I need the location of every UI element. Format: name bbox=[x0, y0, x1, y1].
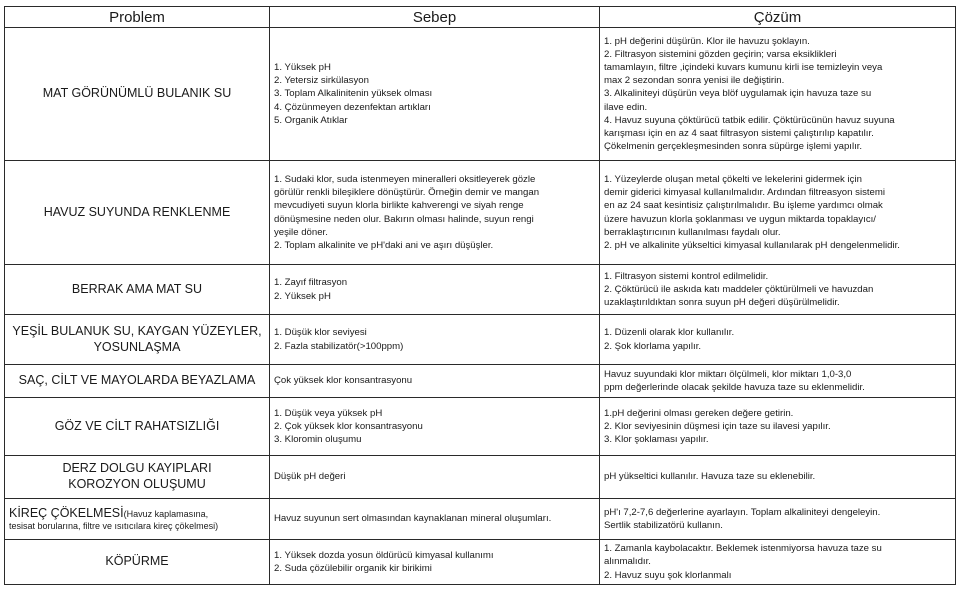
solution-line: demir giderici kimyasal kullanılmalıdır. Ardından filtreasyon sistemi bbox=[604, 187, 885, 199]
cause-line: mevcudiyeti suyun klorla birlikte kahverengi ve siyah renge bbox=[274, 200, 524, 212]
solution-line: karışması için en az 4 saat filtrasyon sistemi çalıştırılıp kapatılır. bbox=[604, 127, 874, 139]
solution-cell bbox=[600, 540, 956, 585]
problem-line: YOSUNLAŞMA bbox=[93, 339, 181, 354]
solution-line: berraklaştırıcının kullanılması faydalı olur. bbox=[604, 226, 781, 238]
cause-line: 2. Yüksek pH bbox=[274, 290, 331, 302]
cause-line: görülür renkli bileşiklere dönüştürür. Örneğin demir ve mangan bbox=[274, 187, 540, 199]
cause-cell bbox=[270, 499, 600, 540]
table-row bbox=[5, 456, 956, 499]
solution-line: üzere havuzun klorla şoklanması ve uygun miktarda topaklayıcı/ bbox=[604, 213, 876, 225]
cause-line: 2. Suda çözülebilir organik kir birikimi bbox=[274, 563, 432, 574]
cause-line: 1. Düşük klor seviyesi bbox=[274, 327, 367, 339]
table-row bbox=[5, 28, 956, 161]
problem-note-line: tesisat borularına, filtre ve ısıtıcılara kireç çökelmesi) bbox=[9, 521, 219, 532]
table-row bbox=[5, 540, 956, 585]
cause-line: 1. Düşük veya yüksek pH bbox=[274, 407, 383, 419]
cause-line: 5. Organik Atıklar bbox=[274, 114, 348, 126]
solution-line: 2. Şok klorlama yapılır. bbox=[604, 340, 702, 352]
problem-note: (Havuz kaplamasına, bbox=[123, 508, 209, 519]
cause-line: 2. Toplam alkalinite ve pH'daki ani ve aşırı düşüşler. bbox=[274, 239, 494, 251]
cause-line: 2. Yetersiz sirkülasyon bbox=[274, 75, 369, 87]
solution-cell bbox=[600, 315, 956, 365]
solution-line: 3. Alkaliniteyi düşürün veya blöf uygulamak için havuza taze su bbox=[604, 88, 872, 100]
solution-line: en az 24 saat kesintisiz çalıştırılmalıdır. Bu işleme yardımcı olmak bbox=[604, 200, 883, 212]
solution-line: 2. Filtrasyon sistemini gözden geçirin; varsa eksiklikleri bbox=[604, 49, 837, 60]
problem-cell: KÖPÜRME bbox=[5, 540, 270, 585]
solution-cell bbox=[600, 499, 956, 540]
solution-line: alınmalıdır. bbox=[604, 556, 651, 568]
cause-line: Havuz suyunun sert olmasından kaynaklanan mineral oluşumları. bbox=[274, 513, 552, 525]
solution-line: 1. Düzenli olarak klor kullanılır. bbox=[604, 327, 735, 339]
cause-cell bbox=[270, 365, 600, 398]
header-solution: Çözüm bbox=[600, 7, 956, 28]
cause-cell bbox=[270, 540, 600, 585]
cause-cell bbox=[270, 398, 600, 456]
cause-cell bbox=[270, 161, 600, 265]
solution-line: Çökelmenin gerçekleşmesinden sonra süpürge işlemi yapılır. bbox=[604, 140, 863, 152]
solution-line: 1. Zamanla kaybolacaktır. Beklemek istenmiyorsa havuza taze su bbox=[604, 543, 882, 555]
cause-cell bbox=[270, 315, 600, 365]
solution-line: 1. pH değerini düşürün. Klor ile havuzu şoklayın. bbox=[604, 35, 810, 47]
table-row bbox=[5, 161, 956, 265]
solution-cell bbox=[600, 365, 956, 398]
solution-line: 1. Yüzeylerde oluşan metal çökelti ve lekelerini gidermek için bbox=[604, 174, 862, 186]
cause-line: 2. Fazla stabilizatör(>100ppm) bbox=[274, 340, 404, 352]
table-row bbox=[5, 315, 956, 365]
cause-cell bbox=[270, 265, 600, 315]
solution-cell bbox=[600, 28, 956, 161]
solution-cell bbox=[600, 456, 956, 499]
header-problem: Problem bbox=[5, 7, 270, 28]
cause-line: 1. Zayıf filtrasyon bbox=[274, 277, 348, 289]
table-row bbox=[5, 398, 956, 456]
problem-cell: MAT GÖRÜNÜMLÜ BULANIK SU bbox=[5, 28, 270, 161]
cause-cell bbox=[270, 28, 600, 161]
problem-cell bbox=[5, 499, 270, 540]
cause-line: Çok yüksek klor konsantrasyonu bbox=[274, 375, 413, 387]
problem-cell bbox=[5, 456, 270, 499]
cause-line: 3. Toplam Alkalinitenin yüksek olması bbox=[274, 88, 433, 100]
cause-line: dönüşmesine neden olur. Bakırın olması halinde, suyun rengi bbox=[274, 213, 534, 225]
table-row bbox=[5, 265, 956, 315]
solution-line: max 2 sezondan sonra yenisi ile değiştirin. bbox=[604, 75, 785, 87]
solution-cell bbox=[600, 265, 956, 315]
solution-cell bbox=[600, 398, 956, 456]
cause-line: 4. Çözünmeyen dezenfektan artıkları bbox=[274, 101, 431, 113]
solution-cell bbox=[600, 161, 956, 265]
cause-line: 1. Yüksek dozda yosun öldürücü kimyasal kullanımı bbox=[274, 549, 494, 561]
cause-line: 1. Sudaki klor, suda istenmeyen mineralleri oksitleyerek gözle bbox=[274, 174, 536, 186]
table-row bbox=[5, 365, 956, 398]
cause-line: 1. Yüksek pH bbox=[274, 62, 331, 74]
solution-line: Havuz suyundaki klor miktarı ölçülmeli, klor miktarı 1,0-3,0 bbox=[604, 368, 852, 380]
pool-problems-table bbox=[4, 6, 956, 585]
solution-line: ppm değerlerinde olacak şekilde havuza taze su eklenmelidir. bbox=[604, 382, 865, 393]
header-row bbox=[5, 7, 956, 28]
solution-line: 3. Klor şoklaması yapılır. bbox=[604, 434, 709, 446]
solution-line: 2. Çöktürücü ile askıda katı maddeler çöktürülmeli ve havuzdan bbox=[604, 283, 874, 295]
solution-line: 2. Klor seviyesinin düşmesi için taze su ilavesi yapılır. bbox=[604, 420, 831, 432]
solution-line: Sertlik stabilizatörü kullanın. bbox=[604, 520, 723, 531]
solution-line: pH yükseltici kullanılır. Havuza taze su eklenebilir. bbox=[604, 471, 816, 483]
problem-cell: GÖZ VE CİLT RAHATSIZLIĞI bbox=[5, 398, 270, 456]
cause-line: 3. Kloromin oluşumu bbox=[274, 434, 362, 446]
table-row bbox=[5, 499, 956, 540]
cause-line: 2. Çok yüksek klor konsantrasyonu bbox=[274, 420, 423, 432]
problem-line: DERZ DOLGU KAYIPLARI bbox=[62, 461, 212, 476]
solution-line: ilave edin. bbox=[604, 101, 648, 113]
problem-cell: SAÇ, CİLT VE MAYOLARDA BEYAZLAMA bbox=[5, 365, 270, 398]
solution-line: pH'ı 7,2-7,6 değerlerine ayarlayın. Toplam alkaliniteyi dengeleyin. bbox=[604, 506, 881, 518]
solution-line: 1. Filtrasyon sistemi kontrol edilmelidir. bbox=[604, 270, 769, 282]
problem-cell bbox=[5, 315, 270, 365]
solution-line: 2. pH ve alkalinite yükseltici kimyasal kullanılarak pH dengelenmelidir. bbox=[604, 239, 900, 251]
problem-cell: BERRAK AMA MAT SU bbox=[5, 265, 270, 315]
problem-line: KOROZYON OLUŞUMU bbox=[68, 477, 206, 491]
cause-cell bbox=[270, 456, 600, 499]
cause-line: Düşük pH değeri bbox=[274, 471, 346, 483]
solution-line: uzaklaştırıldıktan sonra suyun pH değeri düşürülmelidir. bbox=[604, 297, 840, 309]
problem-line: YEŞİL BULANUK SU, KAYGAN YÜZEYLER, bbox=[12, 323, 262, 338]
problem-title: KİREÇ ÇÖKELMESİ bbox=[9, 505, 124, 520]
solution-line: 1.pH değerini olması gereken değere getirin. bbox=[604, 407, 794, 419]
solution-line: tamamlayın, filtre ,içindeki kuvars kumunu kirli ise temizleyin veya bbox=[604, 62, 883, 74]
header-cause: Sebep bbox=[270, 7, 600, 28]
problem-cell: HAVUZ SUYUNDA RENKLENME bbox=[5, 161, 270, 265]
cause-line: yeşile döner. bbox=[274, 226, 328, 238]
solution-line: 4. Havuz suyuna çöktürücü tatbik edilir. Çöktürücünün havuz suyuna bbox=[604, 114, 895, 126]
solution-line: 2. Havuz suyu şok klorlanmalı bbox=[604, 569, 732, 581]
